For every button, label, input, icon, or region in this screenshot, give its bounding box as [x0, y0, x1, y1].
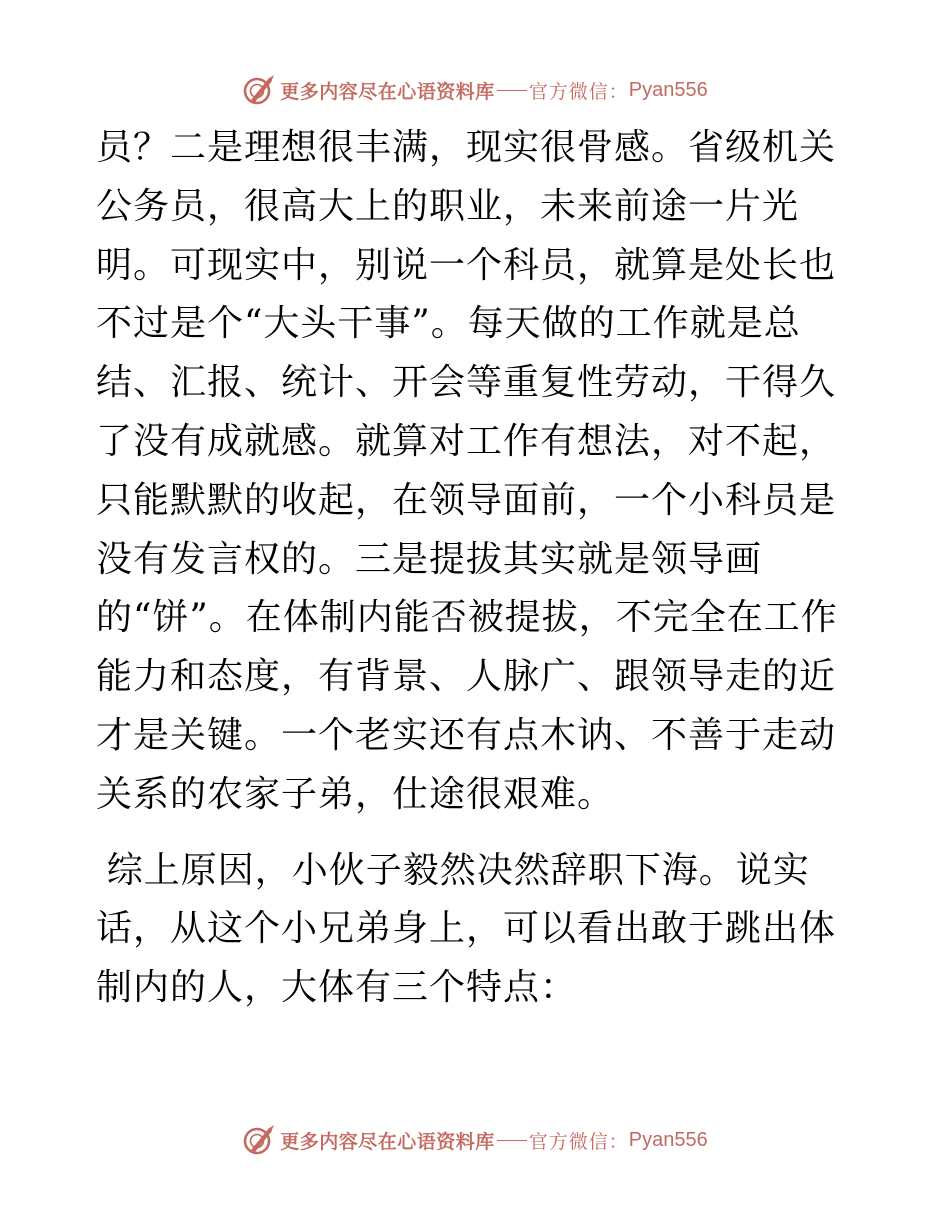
document-body [96, 119, 856, 1018]
body-paragraph-1: 员？二是理想很丰满，现实很骨感。省级机关公务员，很高大上的职业，未来前途一片光明。可现实中，别说一个科员，就算是处长也不过是个“大头干事”。每天做的工作就是总结、汇报、统计、开会等重复性劳动，干得久了没有成就感。就算对工作有想法，对不起，只能默默的收起，在领导面前，一个小科员是没有发言权的。三是提拔其实就是领导画的“饼”。在体制内能否被提拔，不完全在工作能力和态度，有背景、人脉广、跟领导走的近才是关键。一个老实还有点木讷、不善于走动关系的农家子弟，仕途很艰难。 [96, 127, 838, 815]
footer-wechat-label: 官方微信： [528, 1130, 629, 1153]
footer-wechat-id: Pyan556 [628, 1128, 708, 1151]
footer-brand-text: 更多内容尽在心语资料库 [280, 1130, 495, 1153]
header-banner [0, 70, 950, 110]
header-brand-text: 更多内容尽在心语资料库 [280, 80, 495, 103]
footer-dash [497, 1140, 527, 1141]
header-wechat-id: Pyan556 [628, 78, 708, 101]
quill-circle-logo-icon [242, 73, 276, 107]
header-dash [497, 90, 527, 91]
header-wechat-label: 官方微信： [528, 80, 629, 103]
body-paragraph-2: 综上原因，小伙子毅然决然辞职下海。说实话，从这个小兄弟身上，可以看出敢于跳出体制内的人，大体有三个特点： [96, 849, 837, 1009]
footer-banner [0, 1120, 950, 1160]
quill-circle-logo-icon [242, 1123, 276, 1157]
